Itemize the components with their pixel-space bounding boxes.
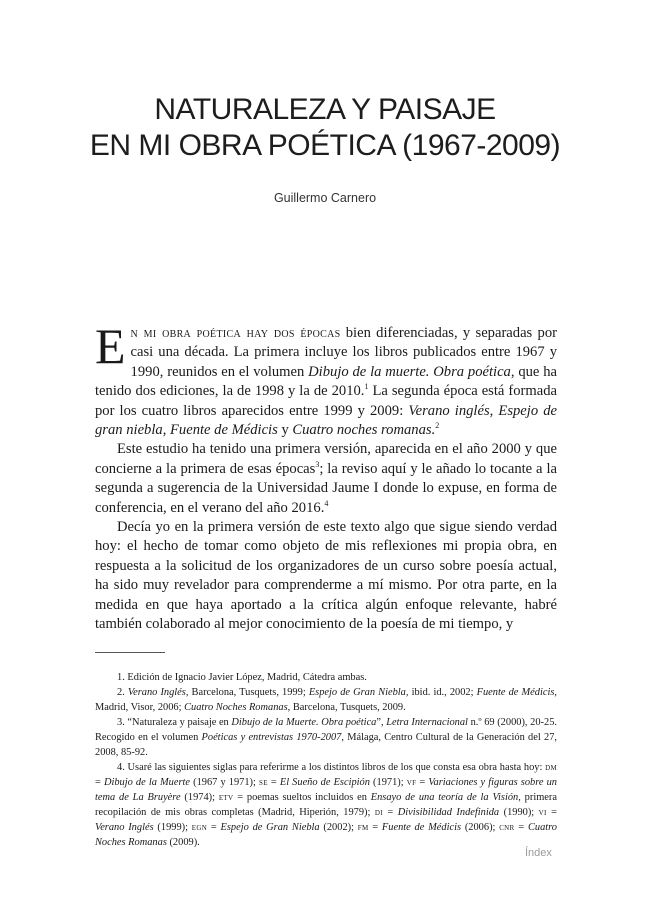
text-run: 2.	[117, 687, 128, 698]
abbreviation: dm	[545, 762, 557, 773]
footnote-ref-3[interactable]: 3	[315, 459, 320, 469]
book-title: Fuente de Médicis	[170, 422, 278, 439]
footnote-divider	[95, 652, 165, 653]
abbreviation: cnr	[499, 822, 515, 833]
text-run: 4. Usaré las siguientes siglas para referirme a los distintos libros de los que consta esa obra hasta hoy:	[117, 762, 546, 773]
book-title: Fuente de Médicis	[381, 822, 462, 833]
text-run: , Málaga, Centro Cultural de la Generación del 27, 2008, 85-92.	[95, 732, 557, 758]
text-run: =	[416, 777, 429, 788]
text-run: =	[514, 822, 528, 833]
text-run: (2002);	[319, 822, 358, 833]
text-run: = poemas sueltos incluidos en	[233, 792, 371, 803]
book-title: Cuatro Noches Romanas	[95, 822, 557, 848]
book-title: Fuente de Médicis	[476, 687, 555, 698]
text-run: (1990);	[499, 807, 539, 818]
book-title: Poéticas y entrevistas 1970-2007	[201, 732, 342, 743]
text-run: =	[382, 807, 398, 818]
text-run: ,	[489, 402, 499, 419]
text-run: y	[277, 422, 293, 439]
book-title: Espejo de Gran Niebla	[308, 687, 406, 698]
article-body	[95, 318, 558, 635]
footnote-ref-2[interactable]: 2	[435, 421, 440, 431]
book-title: Divisibilidad Indefinida	[397, 807, 500, 818]
book-title: Verano Inglés	[95, 822, 154, 833]
book-title: Cuatro noches romanas.	[292, 422, 436, 439]
footnote-2	[95, 685, 557, 715]
author-name: Guillermo Carnero	[273, 191, 377, 205]
text-run: (1971);	[369, 777, 407, 788]
book-title: Verano Inglés	[127, 687, 186, 698]
book-title: Verano inglés	[408, 402, 490, 419]
abbreviation: vf	[406, 777, 417, 788]
book-title: Espejo de Gran Niebla	[220, 822, 320, 833]
footnote-ref-4[interactable]: 4	[324, 498, 329, 508]
book-title: Dibujo de la Muerte. Obra poética	[231, 717, 377, 728]
body-paragraph-3: Decía yo en la primera versión de este texto algo que sigue siendo verdad hoy: el hecho de tomar como objeto de mis reflexiones mi propia obra, en respuesta a la solicitud de los organizadores de un curso sobre poesía actual, ha sido muy revelador para comprenderme a mí mismo. Por otra parte, en la medida en que haya aportado a la crítica algún enfoque relevante, habré también colaborado al mejor conocimiento de la poesía de mi tiempo, y	[95, 519, 557, 633]
text-run: , Barcelona, Tusquets, 1999;	[185, 687, 309, 698]
text-run: (1967 y 1971);	[190, 777, 259, 788]
book-title: El Sueño de Escipión	[279, 777, 370, 788]
text-run: (2006);	[461, 822, 500, 833]
text-run: 3. “Naturaleza y paisaje en	[117, 717, 232, 728]
text-run: Este estudio ha tenido una primera versión, aparecida en el año 2000 y que concierne a la primera de esas épocas	[95, 441, 557, 477]
text-run: =	[267, 777, 280, 788]
text-run: =	[207, 822, 221, 833]
text-run: (2009).	[166, 837, 200, 848]
text-run: n.º 69 (2000), 20-25. Recogido en el volumen	[95, 717, 557, 743]
footnotes	[95, 670, 557, 850]
footnote-4	[95, 760, 557, 850]
book-title: Dibujo de la Muerte	[103, 777, 191, 788]
text-run: =	[368, 822, 382, 833]
book-title: Variaciones y figuras sobre un tema de La Bruyère	[95, 777, 557, 803]
abbreviation: se	[259, 777, 268, 788]
index-link[interactable]: Índex	[525, 847, 552, 859]
text-run: , primera recopilación de mis obras completas (Madrid, Hiperión, 1979);	[95, 792, 557, 818]
article-title	[0, 92, 650, 164]
text-run: , Barcelona, Tusquets, 2009.	[287, 702, 406, 713]
text-run: , que ha tenido dos ediciones, la de 1998 y la de 2010.	[95, 363, 557, 400]
text-run: (1974);	[180, 792, 219, 803]
book-title: Cuatro Noches Romanas	[184, 702, 288, 713]
footnote-ref-1[interactable]: 1	[364, 382, 369, 392]
text-run: ; la reviso aquí y le añado lo tocante a la segunda a sugerencia de la Universidad Jaume I donde lo expuse, en forma de conferencia, en el verano del año 2016.	[95, 460, 557, 516]
text-run: =	[95, 777, 104, 788]
abbreviation: di	[374, 807, 383, 818]
abbreviation: vi	[538, 807, 547, 818]
text-run: La segunda época está formada por los cuatro libros aparecidos entre 1999 y 2009:	[95, 383, 558, 419]
text-run: =	[546, 807, 558, 818]
drop-cap: E	[95, 318, 126, 374]
text-run: bien diferenciadas, y separadas por casi una década. La primera incluye los libros publicados entre 1967 y 1990, reunidos en el volumen	[130, 325, 557, 380]
title-line-1: NATURALEZA Y PAISAJE	[154, 93, 496, 126]
book-title: Espejo de gran niebla	[95, 402, 557, 439]
abbreviation: etv	[218, 792, 234, 803]
body-paragraph-2	[95, 440, 557, 518]
text-run: , Madrid, Visor, 2006;	[95, 687, 557, 713]
footnote-3	[95, 715, 557, 760]
title-line-2: EN MI OBRA POÉTICA (1967-2009)	[89, 129, 561, 162]
text-run: ”,	[376, 717, 387, 728]
text-run: (1999);	[153, 822, 192, 833]
abbreviation: egn	[191, 822, 208, 833]
opening-small-caps: n mi obra poética hay dos épocas	[130, 325, 341, 341]
journal-title: Letra Internacional	[386, 717, 468, 728]
book-title: Ensayo de una teoría de la Visión	[370, 792, 519, 803]
abbreviation: fm	[357, 822, 369, 833]
text-run: , ibid. id., 2002;	[405, 687, 477, 698]
footnote-1: 1. Edición de Ignacio Javier López, Madrid, Cátedra ambas.	[117, 672, 367, 683]
book-title: Dibujo de la muerte. Obra poética	[308, 363, 511, 380]
text-run: ,	[162, 422, 170, 439]
body-paragraph-1	[95, 318, 558, 440]
